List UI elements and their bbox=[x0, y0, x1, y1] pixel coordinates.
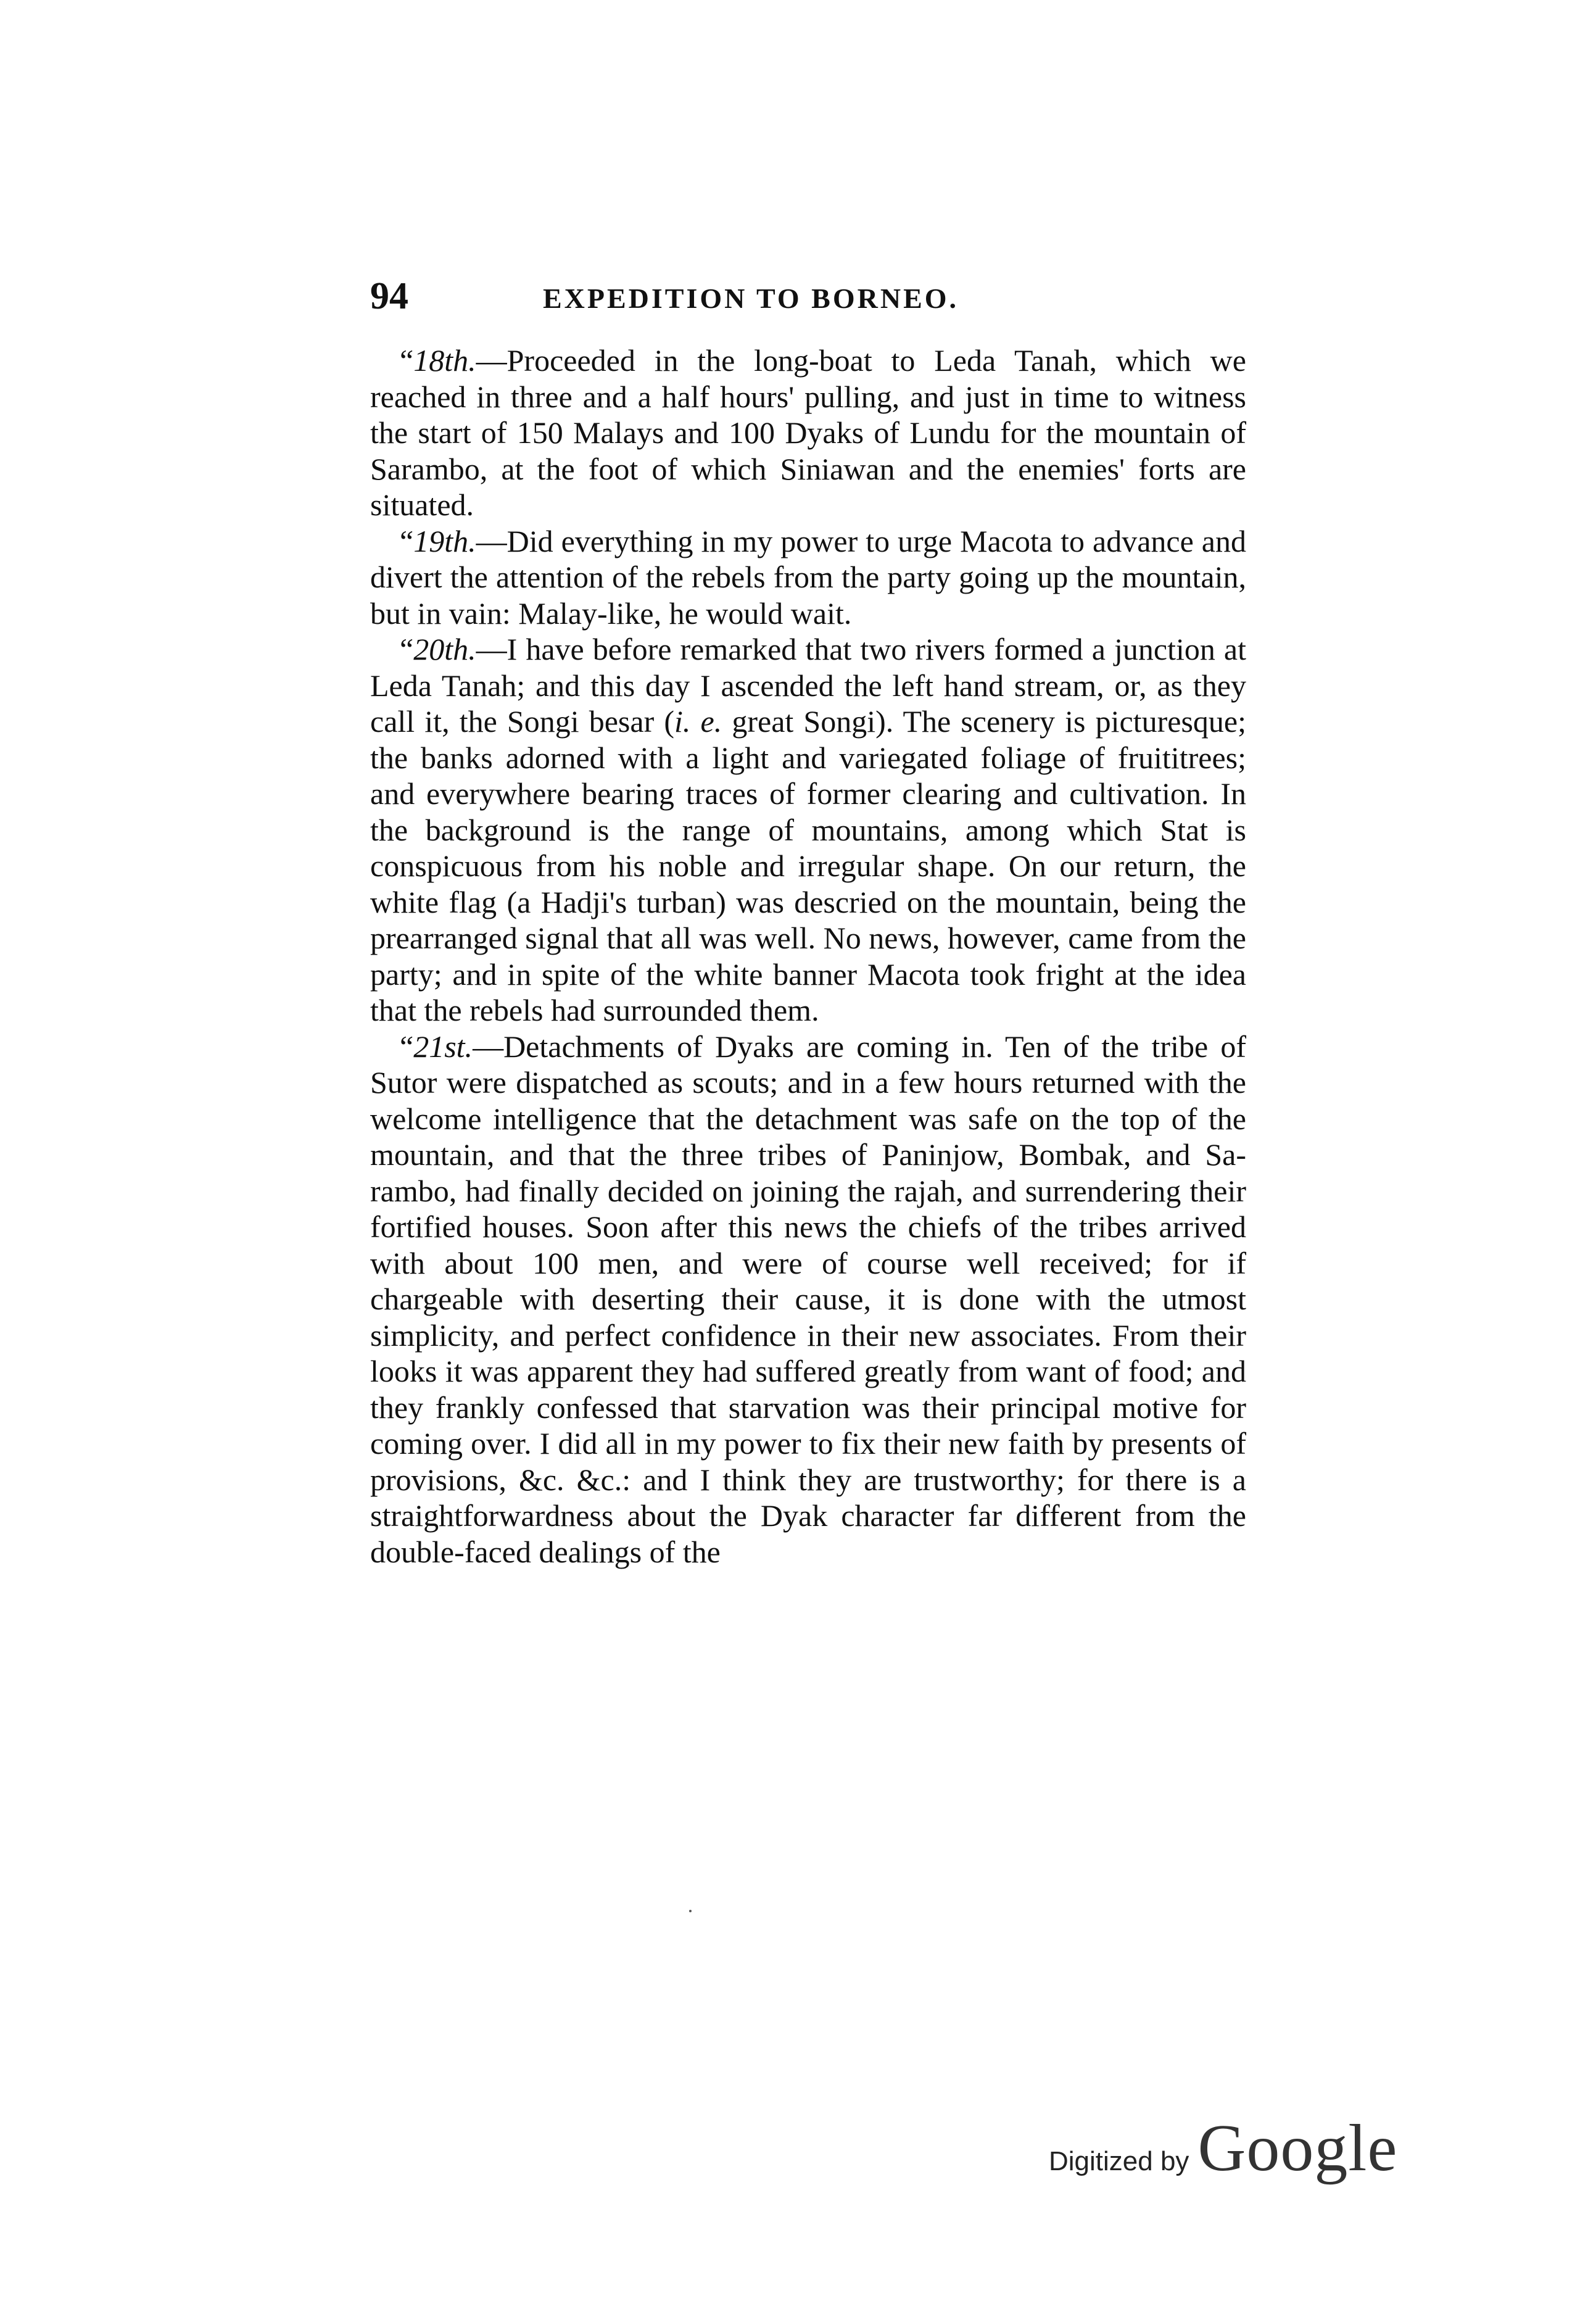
entry-text: —Detachments of Dyaks are coming in. Ten of the tribe of Sutor were dispatched as scouts; and in a few hours returned with the welcome intelligence that the detachment was safe on the top of the mountain, and that the three tribes of Paninjow, Bombak, and Sarambo, had finally decided on joining the rajah, and surrendering their fortified houses. Soon after this news the chiefs of the tribes arrived with about 100 men, and were of course well received; for if chargeable with deserting their cause, it is done with the utmost simplicity, and perfect confidence in their new associates. From their looks it was apparent they had suffered greatly from want of food; and they frankly confessed that starvation was their principal motive for coming over. I did all in my power to fix their new faith by presents of provisions, &c. &c.: and I think they are trustworthy; for there is a straightforwardness about the Dyak character far different from the double-faced dealings of the bbox=[370, 1029, 1246, 1569]
entry-text-continued: great Songi). The scenery is picturesque; the banks adorned with a light and variegated foliage of fruititrees; and everywhere bearing traces of former clearing and cultivation. In the background is the range of mountains, among which Stat is conspicuous from his noble and irregular shape. On our return, the white flag (a Hadji's turban) was descried on the mountain, being the prearranged signal that all was well. No news, however, came from the party; and in spite of the white banner Macota took fright at the idea that the rebels had surrounded them. bbox=[370, 704, 1246, 1027]
journal-entry-20th: “20th.—I have before remarked that two rivers formed a junction at Leda Tanah; and this day I ascended the left hand stream, or, as they call it, the Songi besar (i. e. great Songi). The scenery is picturesque; the banks adorned with a light and variegated foliage of fruititrees; and everywhere bearing traces of former clearing and cultivation. In the background is the range of mountains, among which Stat is conspicuous from his noble and irregular shape. On our return, the white flag (a Hadji's turban) was descried on the mountain, being the prearranged signal that all was well. No news, however, came from the party; and in spite of the white banner Macota took fright at the idea that the rebels had surrounded them. bbox=[370, 632, 1246, 1027]
body-text bbox=[370, 342, 1246, 1570]
entry-text: —Proceeded in the long-boat to Leda Tanah, which we reached in three and a half hours' pulling, and just in time to witness the start of 150 Malays and 100 Dyaks of Lundu for the mountain of Sarambo, at the foot of which Siniawan and the enemies' forts are situated. bbox=[370, 343, 1246, 522]
entry-date: 18th. bbox=[413, 343, 476, 378]
entry-date: 20th. bbox=[413, 632, 476, 666]
entry-date: 21st. bbox=[413, 1029, 473, 1064]
journal-entry-19th: “19th.—Did everything in my power to urge Macota to advance and divert the attention of the rebels from the party going up the mountain, but in vain: Malay-like, he would wait. bbox=[370, 523, 1246, 631]
entry-text: —Did everything in my power to urge Macota to advance and divert the attention of the rebels from the party going up the mountain, but in vain: Malay-like, he would wait. bbox=[370, 523, 1246, 631]
journal-entry-18th: “18th.—Proceeded in the long-boat to Leda Tanah, which we reached in three and a half hours' pulling, and just in time to witness the start of 150 Malays and 100 Dyaks of Lundu for the mountain of Sarambo, at the foot of which Siniawan and the enemies' forts are situated. bbox=[370, 343, 1246, 522]
page-number: 94 bbox=[370, 275, 408, 317]
digitized-watermark bbox=[1049, 2110, 1397, 2184]
journal-entry-21st: “21st.—Detachments of Dyaks are coming in. Ten of the tribe of Sutor were dispatched as scouts; and in a few hours returned with the welcome intelligence that the detachment was safe on the top of the mountain, and that the three tribes of Paninjow, Bombak, and Sarambo, had finally decided on joining the rajah, and surrendering their fortified houses. Soon after this news the chiefs of the tribes arrived with about 100 men, and were of course well received; for if chargeable with deserting their cause, it is done with the utmost simplicity, and perfect confidence in their new associates. From their looks it was apparent they had suffered greatly from want of food; and they frankly confessed that starvation was their principal motive for coming over. I did all in my power to fix their new faith by presents of provisions, &c. &c.: and I think they are trustworthy; for there is a straightforwardness about the Dyak character far different from the double-faced dealings of the bbox=[370, 1029, 1246, 1569]
entry-date: 19th. bbox=[413, 523, 476, 558]
entry-text: —I have before remarked that two rivers formed a junction at Leda Tanah; and this day I ascended the left hand stream, or, as they call it, the Songi besar ( bbox=[370, 632, 1246, 739]
running-header bbox=[370, 272, 1246, 321]
entry-abbreviation: i. e. bbox=[674, 704, 722, 739]
scan-speck bbox=[689, 1910, 692, 1912]
digitized-by-label: Digitized by bbox=[1049, 2146, 1189, 2176]
running-title: EXPEDITION TO BORNEO. bbox=[543, 283, 959, 314]
google-logo: Google bbox=[1197, 2112, 1398, 2185]
